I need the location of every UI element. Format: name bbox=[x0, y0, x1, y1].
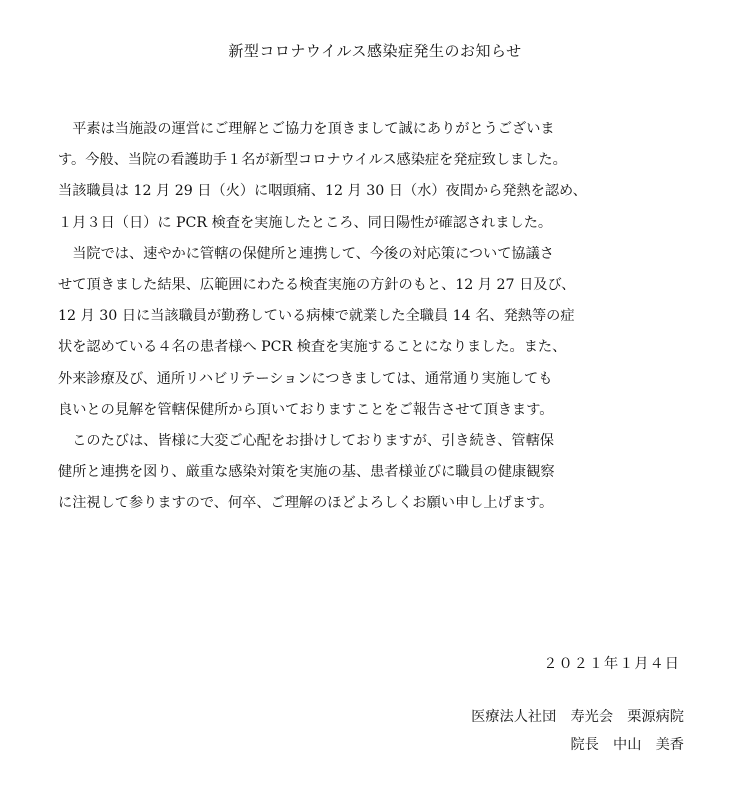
body-line: 良いとの見解を管轄保健所から頂いておりますことをご報告させて頂きます。 bbox=[58, 401, 554, 418]
body-line: このたびは、皆様に大変ご心配をお掛けしておりますが、引き続き、管轄保 bbox=[58, 433, 554, 450]
body-line: せて頂きました結果、広範囲にわたる検査実施の方針のもと、12 月 27 日及び、 bbox=[58, 277, 576, 294]
organization-name: 医療法人社団 寿光会 栗源病院 bbox=[471, 709, 684, 725]
body-line: 状を認めている４名の患者様へ PCR 検査を実施することになりました。また、 bbox=[58, 339, 567, 356]
signatory-name: 院長 中山 美香 bbox=[570, 737, 684, 753]
notice-body bbox=[58, 114, 698, 520]
body-line: に注視して参りますので、何卒、ご理解のほどよろしくお願い申し上げます。 bbox=[58, 495, 554, 512]
body-line: 当院では、速やかに管轄の保健所と連携して、今後の対応策について協議さ bbox=[58, 245, 554, 262]
body-line: 健所と連携を図り、厳重な感染対策を実施の基、患者様並びに職員の健康観察 bbox=[58, 464, 555, 481]
body-line: 12 月 30 日に当該職員が勤務している病棟で就業した全職員 14 名、発熱等の症 bbox=[58, 308, 575, 325]
body-line: 外来診療及び、通所リハビリテーションにつきましては、通常通り実施しても bbox=[58, 370, 553, 387]
document-title: 新型コロナウイルス感染症発生のお知らせ bbox=[228, 42, 522, 60]
body-line: 平素は当施設の運営にご理解とご協力を頂きまして誠にありがとうございま bbox=[58, 121, 555, 137]
body-line: 当該職員は 12 月 29 日（火）に咽頭痛、12 月 30 日（水）夜間から発熱を認め、 bbox=[58, 183, 587, 200]
notice-date: ２０２１年１月４日 bbox=[543, 656, 680, 672]
body-line: す。今般、当院の看護助手１名が新型コロナウイルス感染症を発症致しました。 bbox=[58, 152, 567, 169]
body-line: １月３日（日）に PCR 検査を実施したところ、同日陽性が確認されました。 bbox=[58, 214, 553, 231]
